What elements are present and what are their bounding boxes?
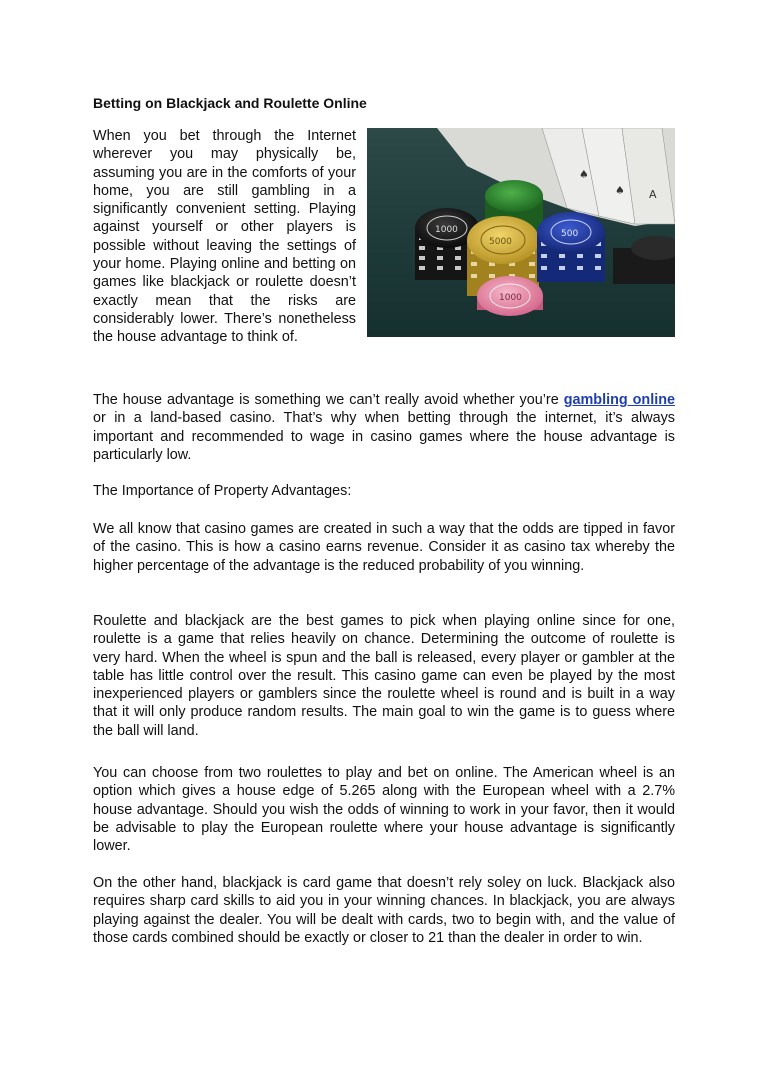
paragraph-text: or in a land-based casino. That’s why when betting through the internet, it’s always important and recommended to wage in casino games where the house advantage is particularly low. (93, 410, 675, 463)
section-heading: The Importance of Property Advantages: (93, 483, 352, 499)
chips-and-cards-image (367, 128, 675, 337)
roulette-paragraph: Roulette and blackjack are the best games to pick when playing online since for one, roulette is a game that relies heavily on chance. Determining the outcome of roulette is very hard. When the wheel is spun and the ball is released, every player or gambler at the table has little control over the result. This casino game can even be played by the most inexperienced players or gamblers since the roulette wheel is round and is built in a way that it will only produce random results. The main goal to win the game is to guess where the ball will land. (93, 613, 675, 739)
intro-paragraph: When you bet through the Internet wherever you may physically be, assuming you are in the comforts of your home, you are still gambling in a significantly convenient setting. Playing against yourself or other players is possible without leaving the settings of your home. Playing online and betting on games like blackjack or roulette doesn’t exactly mean that the risks are considerably lower. There’s nonetheless the house advantage to think of. (93, 128, 356, 346)
document-title: Betting on Blackjack and Roulette Online (93, 95, 367, 111)
blue-chip-stack (537, 212, 605, 282)
pink-chip (477, 276, 543, 316)
paragraph-text: The house advantage is something we can’t really avoid whether you’re (93, 392, 564, 408)
svg-text:A: A (649, 188, 657, 201)
svg-text:♠: ♠ (615, 184, 625, 197)
chip-label: 500 (561, 229, 579, 239)
chip-label: 5000 (489, 237, 512, 247)
svg-text:♠: ♠ (579, 168, 589, 181)
chip-label: 1000 (499, 293, 522, 303)
chip-label: 1000 (435, 225, 458, 235)
roulette-wheels-paragraph: You can choose from two roulettes to play and bet on online. The American wheel is an option which gives a house edge of 5.265 along with the European wheel with a 2.7% house advantage. Should you wish the odds of winning to work in your favor, then it would be advisable to play the European roulette where your house advantage is significantly lower. (93, 765, 675, 855)
casino-odds-paragraph: We all know that casino games are created in such a way that the odds are tipped in favor of the casino. This is how a casino earns revenue. Consider it as casino tax whereby the higher percentage of the advantage is the reduced probability of you winning. (93, 521, 675, 574)
casino-chips-photo (367, 128, 675, 337)
house-advantage-paragraph (93, 391, 675, 464)
gambling-online-link[interactable]: gambling online (563, 392, 676, 408)
blackjack-paragraph: On the other hand, blackjack is card game that doesn’t rely soley on luck. Blackjack also requires sharp card skills to aid you in your winning chances. In blackjack, you are always playing against the dealer. You will be dealt with cards, two to begin with, and the value of those cards combined should be exactly or closer to 21 than the dealer in order to win. (93, 875, 675, 946)
